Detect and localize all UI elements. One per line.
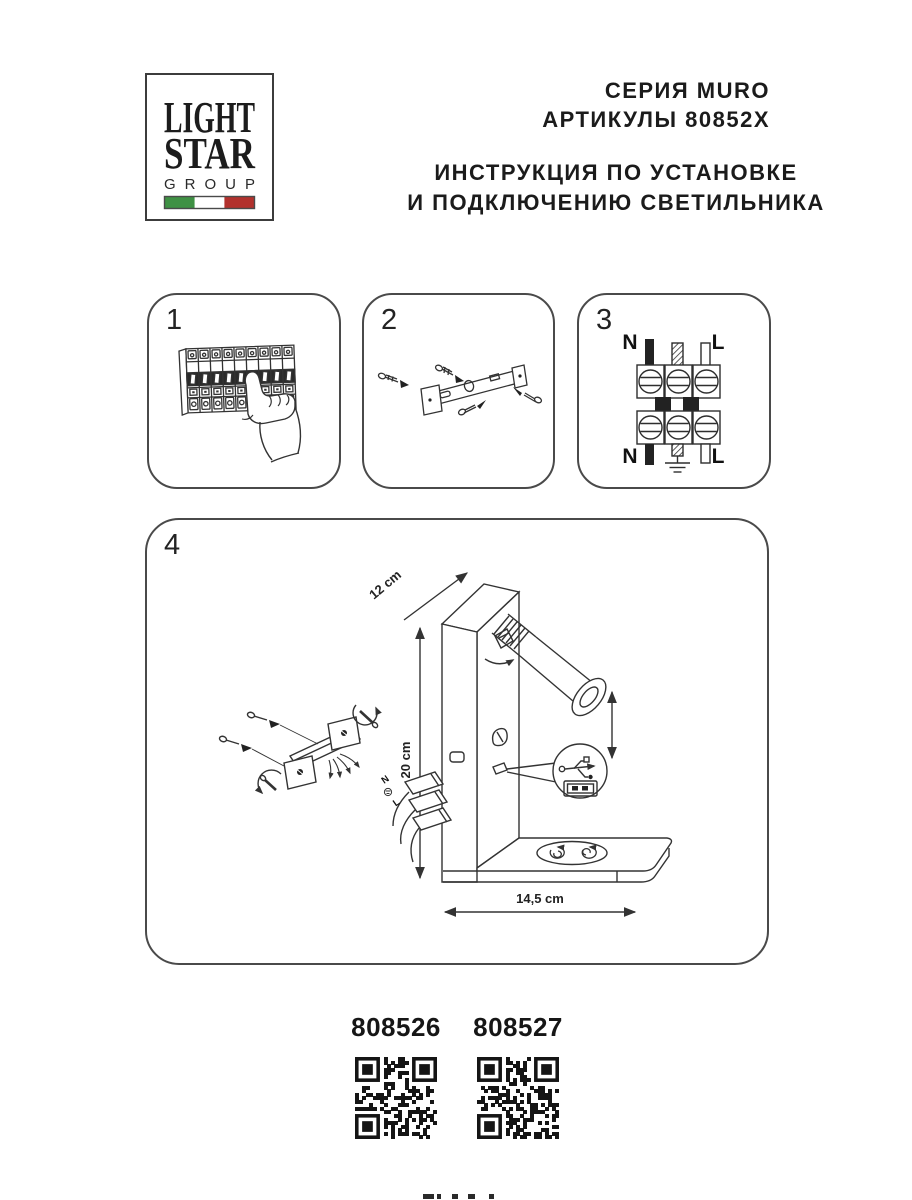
qr-label: 808527: [473, 1012, 563, 1042]
dim-depth-label: 12 cm: [366, 566, 405, 603]
breaker-panel-illustration: [149, 295, 339, 487]
wire-label-l: L: [391, 796, 403, 810]
logo-word-light: LIGHT: [164, 93, 255, 142]
qr-item-808527: [469, 1012, 567, 1144]
terminal-block-illustration: [579, 295, 769, 487]
qr-label: 808526: [351, 1012, 441, 1042]
mounting-bracket-exploded: [219, 705, 379, 793]
ground-icon: [665, 456, 690, 472]
title-line-1: ИНСТРУКЦИЯ ПО УСТАНОВКЕ: [434, 160, 798, 185]
wire-label-n: N: [379, 773, 392, 787]
screw-icon: [458, 400, 486, 416]
rotate-screw-icon: [258, 770, 281, 793]
header-series: [440, 76, 770, 134]
wire-label-l-bottom: L: [711, 445, 725, 468]
step-2-panel: [362, 293, 555, 489]
wire-label-n-top: N: [622, 331, 638, 354]
screw-icon: [378, 372, 409, 388]
dimension-depth: [366, 567, 467, 620]
earth-symbol-icon: [384, 788, 391, 795]
step-1-number: 1: [166, 304, 183, 336]
step-4-number: 4: [164, 529, 181, 561]
clipped-footer-text: [420, 1194, 500, 1200]
wire-label-l-top: L: [711, 331, 725, 354]
screw-icon: [435, 364, 464, 383]
screw-icon: [513, 387, 542, 404]
dimension-width: [445, 891, 635, 912]
neutral-wire: [645, 339, 654, 366]
wire-connector: [380, 772, 451, 862]
screw-icon: [247, 711, 318, 744]
qr-code: [355, 1057, 437, 1139]
earth-wire: [672, 343, 683, 367]
wire-fan-arrows: [329, 754, 359, 778]
header-title: [381, 158, 851, 218]
title-line-2: И ПОДКЛЮЧЕНИЮ СВЕТИЛЬНИКА: [407, 190, 825, 215]
step-2-number: 2: [381, 304, 398, 336]
step-1-panel: [147, 293, 341, 489]
usb-callout: [507, 744, 607, 798]
lamp-installation-illustration: [147, 520, 767, 963]
wire-label-n-bottom: N: [622, 445, 638, 468]
bracket-mounting-illustration: [364, 295, 553, 487]
dim-height-label: 20 cm: [398, 741, 413, 779]
line-wire: [701, 343, 710, 367]
logo-word-group: GROUP: [164, 176, 255, 193]
qr-item-808526: [347, 1012, 445, 1144]
step-3-panel: [577, 293, 771, 489]
screw-icon: [219, 735, 284, 766]
dim-width-label: 14,5 cm: [516, 891, 564, 906]
italian-flag-icon: [165, 197, 255, 209]
qr-code: [477, 1057, 559, 1139]
lightstar-logo-art: [147, 75, 272, 219]
step-3-number: 3: [596, 304, 613, 336]
articles-line: АРТИКУЛЫ 80852X: [542, 107, 770, 132]
step-4-panel: [145, 518, 769, 965]
logo-word-star: STAR: [164, 129, 256, 178]
lightstar-logo: [145, 73, 274, 221]
terminal-screws: [637, 365, 720, 444]
series-line: СЕРИЯ MURO: [604, 78, 770, 103]
